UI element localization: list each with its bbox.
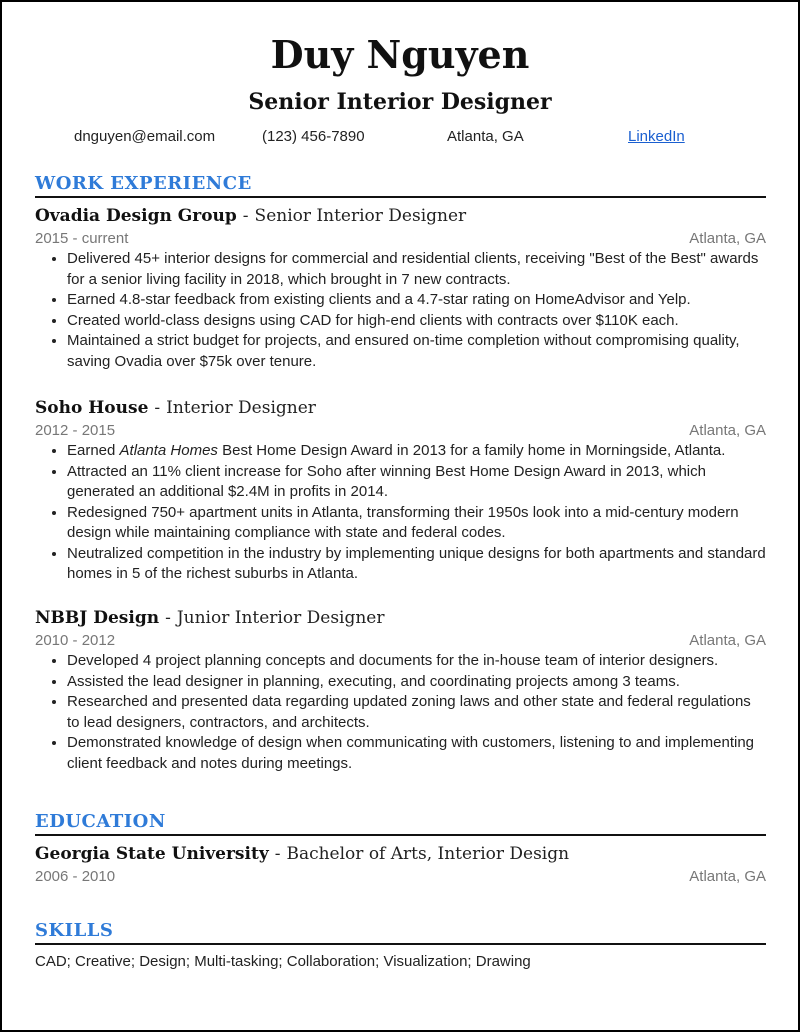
job-bullets [35, 441, 766, 585]
section-divider [35, 943, 766, 945]
job-location: Atlanta, GA [689, 422, 766, 439]
job-role: Interior Designer [166, 398, 316, 418]
job-header [35, 396, 766, 420]
education-header [35, 842, 766, 866]
skills-list: CAD; Creative; Design; Multi-tasking; Collaboration; Visualization; Drawing [35, 953, 531, 970]
contact-email[interactable]: dnguyen@email.com [74, 128, 216, 145]
job-location: Atlanta, GA [689, 230, 766, 247]
separator: - [154, 398, 161, 418]
candidate-name: Duy Nguyen [270, 32, 530, 77]
bullet-item: • Researched and presented data regarding updated zoning laws and other state and federal regulations to lead designers, contractors, and architects. [67, 692, 766, 733]
bullet-item: • Maintained a strict budget for projects, and ensured on-time completion without compromising quality, saving Ovadia over $75k over tenure. [67, 331, 766, 372]
job-meta [35, 631, 766, 651]
job-bullets [35, 651, 766, 774]
section-divider [35, 196, 766, 198]
job-company: Ovadia Design Group [35, 206, 237, 226]
job-meta [35, 421, 766, 441]
bullet-item: • Redesigned 750+ apartment units in Atlanta, transforming their 1950s look into a mid-century modern design while maintaining compliance with state and federal codes. [67, 503, 766, 544]
bullet-item: • Delivered 45+ interior designs for commercial and residential clients, receiving "Best of the Best" awards for a senior living facility in 2018, which brought in 7 new contracts. [67, 249, 766, 290]
job-meta [35, 229, 766, 249]
degree: Bachelor of Arts, Interior Design [286, 844, 570, 864]
job-header [35, 606, 766, 630]
job-dates: 2010 - 2012 [35, 632, 116, 649]
resume-page [2, 2, 798, 1030]
job-role: Senior Interior Designer [254, 206, 467, 226]
linkedin-link[interactable]: LinkedIn [628, 128, 685, 145]
school-name: Georgia State University [35, 844, 269, 864]
job-bullets [35, 249, 766, 372]
candidate-title: Senior Interior Designer [248, 89, 552, 115]
job-dates: 2015 - current [35, 230, 129, 247]
education-location: Atlanta, GA [689, 868, 766, 885]
job-entry [35, 396, 766, 585]
bullet-item: • Developed 4 project planning concepts and documents for the in-house team of interior designers. [67, 651, 766, 672]
section-divider [35, 834, 766, 836]
education-meta [35, 867, 766, 887]
job-role: Junior Interior Designer [176, 608, 385, 628]
bullet-text: Best Home Design Award in 2013 for a family home in Morningside, Atlanta. [217, 442, 726, 459]
bullet-item: • Created world-class designs using CAD for high-end clients with contracts over $110K each. [67, 311, 766, 332]
education-dates: 2006 - 2010 [35, 868, 116, 885]
section-heading-education: EDUCATION [35, 811, 166, 832]
job-company: Soho House [35, 398, 149, 418]
education-entry [35, 842, 766, 887]
bullet-item: • Attracted an 11% client increase for Soho after winning Best Home Design Award in 2013, which generated an additional $2.4M in profits in 2014. [67, 462, 766, 503]
job-header [35, 204, 766, 228]
bullet-item: • Demonstrated knowledge of design when communicating with customers, listening to and implementing client feedback and notes during meetings. [67, 733, 766, 774]
bullet-item: • Assisted the lead designer in planning, executing, and coordinating projects among 3 teams. [67, 672, 766, 693]
job-entry [35, 606, 766, 774]
job-company: NBBJ Design [35, 608, 160, 628]
contact-phone: (123) 456-7890 [262, 128, 365, 145]
publication-name: Atlanta Homes [119, 442, 218, 459]
section-heading-work: WORK EXPERIENCE [35, 173, 252, 194]
bullet-item: • Neutralized competition in the industry by implementing unique designs for both apartments and standard homes in 5 of the richest suburbs in Atlanta. [67, 544, 766, 585]
separator: - [242, 206, 249, 226]
bullet-item: • Earned 4.8-star feedback from existing clients and a 4.7-star rating on HomeAdvisor and Yelp. [67, 290, 766, 311]
bullet-item [67, 441, 766, 462]
job-entry [35, 204, 766, 372]
bullet-text: Earned [67, 442, 120, 459]
job-dates: 2012 - 2015 [35, 422, 116, 439]
separator: - [274, 844, 281, 864]
separator: - [165, 608, 171, 628]
section-heading-skills: SKILLS [35, 920, 114, 941]
contact-location: Atlanta, GA [447, 128, 524, 145]
job-location: Atlanta, GA [689, 632, 766, 649]
